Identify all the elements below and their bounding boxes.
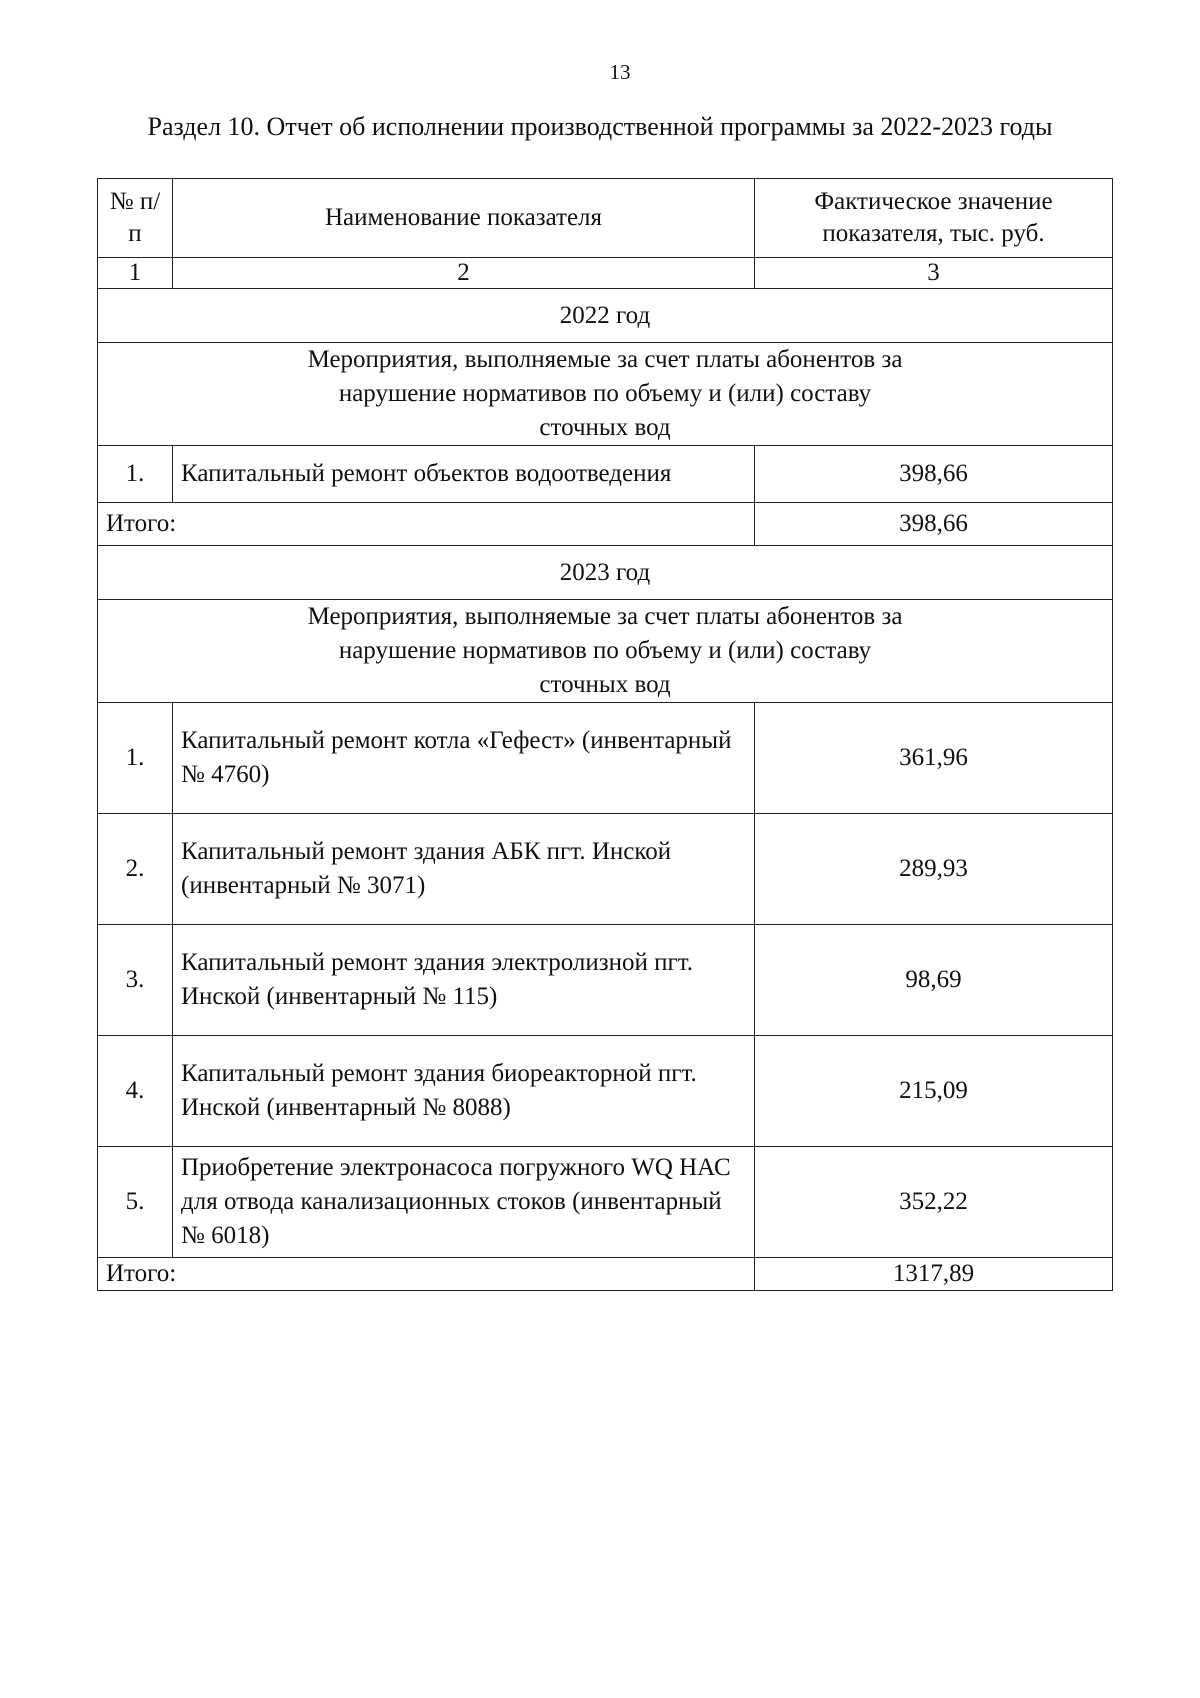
year-label: 2023 год [98, 546, 1113, 600]
column-numbers-row [98, 258, 1113, 289]
row-num: 1. [98, 446, 173, 503]
row-name: Капитальный ремонт котла «Гефест» (инвентарный № 4760) [173, 703, 755, 814]
activity-label: Мероприятия, выполняемые за счет платы абонентов за нарушение нормативов по объему и (или) составу сточных вод [98, 343, 1113, 446]
activity-row [98, 343, 1113, 446]
row-value: 361,96 [755, 703, 1113, 814]
report-table [97, 178, 1113, 1291]
total-value: 398,66 [755, 503, 1113, 546]
header-name: Наименование показателя [173, 179, 755, 258]
row-num: 3. [98, 925, 173, 1036]
row-name: Капитальный ремонт объектов водоотведения [173, 446, 755, 503]
total-row [98, 503, 1113, 546]
page-number: 13 [609, 60, 631, 84]
column-number: 3 [755, 258, 1113, 289]
row-num: 1. [98, 703, 173, 814]
header-row [98, 179, 1113, 258]
year-row-2022 [98, 289, 1113, 343]
table-row [98, 1036, 1113, 1147]
row-num: 2. [98, 814, 173, 925]
row-name: Капитальный ремонт здания АБК пгт. Инской (инвентарный № 3071) [173, 814, 755, 925]
row-value: 215,09 [755, 1036, 1113, 1147]
column-number: 2 [173, 258, 755, 289]
column-number: 1 [98, 258, 173, 289]
table-row [98, 446, 1113, 503]
table-row [98, 925, 1113, 1036]
row-value: 98,69 [755, 925, 1113, 1036]
table-row [98, 814, 1113, 925]
total-label: Итого: [98, 1258, 755, 1291]
row-name: Капитальный ремонт здания биореакторной пгт. Инской (инвентарный № 8088) [173, 1036, 755, 1147]
year-row-2023 [98, 546, 1113, 600]
header-num: № п/п [98, 179, 173, 258]
total-row [98, 1258, 1113, 1291]
total-label: Итого: [98, 503, 755, 546]
row-value: 289,93 [755, 814, 1113, 925]
table-row [98, 1147, 1113, 1258]
row-name: Приобретение электронасоса погружного WQ НАС для отвода канализационных стоков (инвентарный № 6018) [173, 1147, 755, 1258]
row-num: 5. [98, 1147, 173, 1258]
year-label: 2022 год [98, 289, 1113, 343]
header-value: Фактическое значение показателя, тыс. руб. [755, 179, 1113, 258]
row-value: 398,66 [755, 446, 1113, 503]
row-value: 352,22 [755, 1147, 1113, 1258]
row-num: 4. [98, 1036, 173, 1147]
activity-label: Мероприятия, выполняемые за счет платы абонентов за нарушение нормативов по объему и (или) составу сточных вод [98, 600, 1113, 703]
section-title: Раздел 10. Отчет об исполнении производственной программы за 2022-2023 годы [147, 112, 1053, 141]
total-value: 1317,89 [755, 1258, 1113, 1291]
row-name: Капитальный ремонт здания электролизной пгт. Инской (инвентарный № 115) [173, 925, 755, 1036]
activity-row [98, 600, 1113, 703]
table-row [98, 703, 1113, 814]
